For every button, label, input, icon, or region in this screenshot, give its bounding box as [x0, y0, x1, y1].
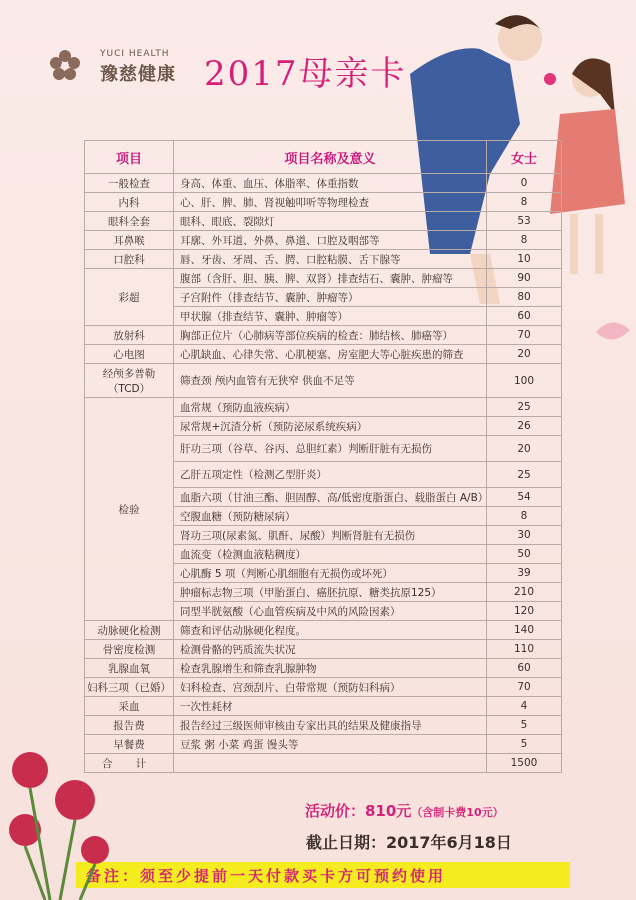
row-price: 70 — [487, 678, 562, 697]
price-label: 活动价：810元 — [305, 802, 412, 820]
row-description: 妇科检查、宫颈刮片、白带常规（预防妇科病） — [174, 678, 487, 697]
row-description: 心肌缺血、心律失常、心肌梗塞、房室肥大等心脏疾患的筛查 — [174, 345, 487, 364]
table-row — [85, 193, 562, 212]
row-category: 一般检查 — [85, 174, 174, 193]
row-price: 20 — [487, 436, 562, 462]
table-row — [85, 269, 562, 288]
row-price: 8 — [487, 231, 562, 250]
row-category: 采血 — [85, 697, 174, 716]
header-category: 项目 — [85, 141, 174, 174]
table-header-row — [85, 141, 562, 174]
row-category: 报告费 — [85, 716, 174, 735]
row-price: 53 — [487, 212, 562, 231]
row-category: 检验 — [85, 398, 174, 621]
row-price: 54 — [487, 488, 562, 507]
row-category: 乳腺血氧 — [85, 659, 174, 678]
logo-flower-icon — [48, 48, 82, 82]
table-row — [85, 364, 562, 398]
row-price: 60 — [487, 659, 562, 678]
row-description: 甲状腺（排查结节、囊肿、肿瘤等） — [174, 307, 487, 326]
row-category: 心电图 — [85, 345, 174, 364]
row-description: 血流变（检测血液粘稠度） — [174, 545, 487, 564]
row-description: 心肌酶 5 项（判断心肌细胞有无损伤或坏死） — [174, 564, 487, 583]
row-price: 210 — [487, 583, 562, 602]
row-price: 4 — [487, 697, 562, 716]
row-category: 动脉硬化检测 — [85, 621, 174, 640]
row-description — [174, 754, 487, 773]
row-price: 5 — [487, 716, 562, 735]
row-category: 内科 — [85, 193, 174, 212]
row-price: 1500 — [487, 754, 562, 773]
page-title: 2017母亲卡 — [204, 54, 407, 94]
row-price: 80 — [487, 288, 562, 307]
row-description: 空腹血糖（预防糖尿病） — [174, 507, 487, 526]
header-female: 女士 — [487, 141, 562, 174]
row-price: 0 — [487, 174, 562, 193]
carnation-flowers-illustration — [0, 740, 140, 900]
row-price: 5 — [487, 735, 562, 754]
row-price: 20 — [487, 345, 562, 364]
row-price: 26 — [487, 417, 562, 436]
row-description: 眼科、眼底、裂隙灯 — [174, 212, 487, 231]
row-price: 39 — [487, 564, 562, 583]
row-price: 90 — [487, 269, 562, 288]
row-description: 肿瘤标志物三项（甲胎蛋白、癌胚抗原、糖类抗原125） — [174, 583, 487, 602]
row-price: 25 — [487, 398, 562, 417]
row-price: 50 — [487, 545, 562, 564]
table-row — [85, 326, 562, 345]
row-description: 子宫附件（排查结节、囊肿、肿瘤等） — [174, 288, 487, 307]
logo — [44, 44, 184, 86]
logo-chinese: 豫慈健康 — [100, 64, 176, 85]
row-description: 筛查颈 颅内血管有无狭窄 供血不足等 — [174, 364, 487, 398]
table-row — [85, 250, 562, 269]
row-category: 经颅多普勒（TCD） — [85, 364, 174, 398]
row-description: 肝功三项（谷草、谷丙、总胆红素）判断肝脏有无损伤 — [174, 436, 487, 462]
row-category: 骨密度检测 — [85, 640, 174, 659]
row-description: 肾功三项(尿素氮、肌酐、尿酸）判断肾脏有无损伤 — [174, 526, 487, 545]
table-row — [85, 659, 562, 678]
table-row — [85, 621, 562, 640]
row-price: 70 — [487, 326, 562, 345]
row-description: 耳廓、外耳道、外鼻、鼻道、口腔及咽部等 — [174, 231, 487, 250]
table-row — [85, 174, 562, 193]
table-row — [85, 678, 562, 697]
table-row — [85, 754, 562, 773]
price-note: （含制卡费10元） — [411, 806, 504, 819]
petal-icon — [594, 320, 632, 344]
row-price: 120 — [487, 602, 562, 621]
table-row — [85, 716, 562, 735]
logo-english: YUCI HEALTH — [100, 49, 170, 59]
row-category: 放射科 — [85, 326, 174, 345]
row-category: 早餐费 — [85, 735, 174, 754]
row-description: 胸部正位片（心肺病等部位疾病的检查：肺结核、肺癌等） — [174, 326, 487, 345]
row-description: 身高、体重、血压、体脂率、体重指数 — [174, 174, 487, 193]
row-description: 检测骨骼的钙质流失状况 — [174, 640, 487, 659]
row-category: 眼科全套 — [85, 212, 174, 231]
row-description: 报告经过三级医师审核由专家出具的结果及健康指导 — [174, 716, 487, 735]
row-description: 唇、牙齿、牙周、舌、腭、口腔粘膜、舌下腺等 — [174, 250, 487, 269]
row-price: 30 — [487, 526, 562, 545]
row-price: 10 — [487, 250, 562, 269]
table-row — [85, 735, 562, 754]
row-category: 妇科三项（已婚） — [85, 678, 174, 697]
row-price: 110 — [487, 640, 562, 659]
row-description: 血常规（预防血液疾病） — [174, 398, 487, 417]
row-price: 60 — [487, 307, 562, 326]
row-description: 一次性耗材 — [174, 697, 487, 716]
deadline: 截止日期：2017年6月18日 — [306, 833, 512, 852]
row-description: 血脂六项（甘油三酯、胆固醇、高/低密度脂蛋白、载脂蛋白 A/B） — [174, 488, 487, 507]
header-description: 项目名称及意义 — [174, 141, 487, 174]
row-category: 合 计 — [85, 754, 174, 773]
row-price: 25 — [487, 462, 562, 488]
row-description: 尿常规+沉渣分析（预防泌尿系统疾病） — [174, 417, 487, 436]
table-row — [85, 697, 562, 716]
row-price: 100 — [487, 364, 562, 398]
row-price: 8 — [487, 193, 562, 212]
table-row — [85, 345, 562, 364]
table-row — [85, 640, 562, 659]
row-description: 同型半胱氨酸（心血管疾病及中风的风险因素） — [174, 602, 487, 621]
row-category: 耳鼻喉 — [85, 231, 174, 250]
table-row — [85, 231, 562, 250]
row-description: 乙肝五项定性（检测乙型肝炎） — [174, 462, 487, 488]
row-description: 检查乳腺增生和筛查乳腺肿物 — [174, 659, 487, 678]
table-row — [85, 398, 562, 417]
row-price: 8 — [487, 507, 562, 526]
row-description: 心、肝、脾、肺、肾视触叩听等物理检查 — [174, 193, 487, 212]
checkup-table — [84, 140, 562, 773]
row-price: 140 — [487, 621, 562, 640]
row-description: 豆浆 粥 小菜 鸡蛋 馒头等 — [174, 735, 487, 754]
row-description: 腹部（含肝、胆、胰、脾、双肾）排查结石、囊肿、肿瘤等 — [174, 269, 487, 288]
activity-price — [305, 800, 504, 821]
row-category: 口腔科 — [85, 250, 174, 269]
row-category: 彩超 — [85, 269, 174, 326]
table-row — [85, 212, 562, 231]
remark: 备注：须至少提前一天付款买卡方可预约使用 — [86, 867, 447, 885]
row-description: 筛查和评估动脉硬化程度。 — [174, 621, 487, 640]
